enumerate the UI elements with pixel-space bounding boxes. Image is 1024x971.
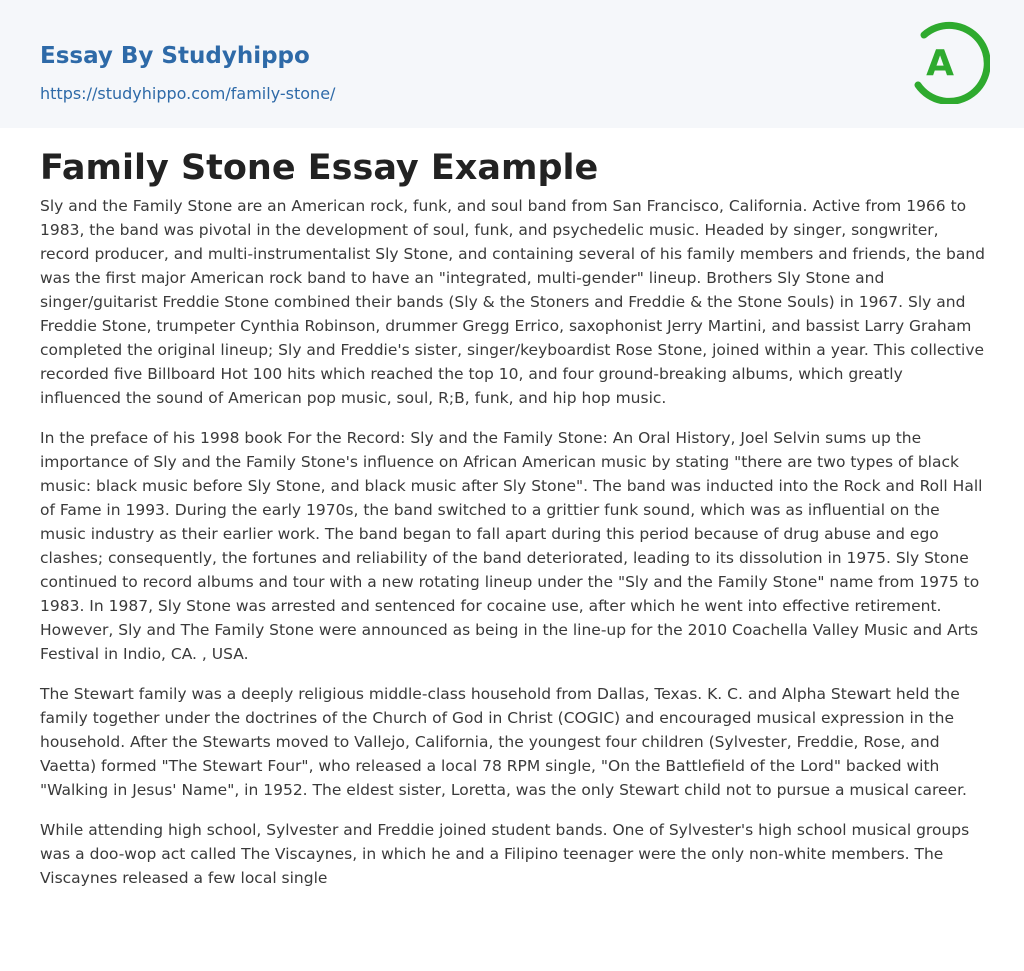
- article-body: [40, 194, 986, 906]
- page-title: Family Stone Essay Example: [40, 148, 599, 188]
- site-header: [0, 0, 1024, 128]
- paragraph: Sly and the Family Stone are an American rock, funk, and soul band from San Francisco, California. Active from 1966 to 1983, the band was pivotal in the development of soul, funk, and psychedelic music. Headed by singer, songwriter, record producer, and multi-instrumentalist Sly Stone, and containing several of his family members and friends, the band was the first major American rock band to have an "integrated, multi-gender" lineup. Brothers Sly Stone and singer/guitarist Freddie Stone combined their bands (Sly & the Stoners and Freddie & the Stone Souls) in 1967. Sly and Freddie Stone, trumpeter Cynthia Robinson, drummer Gregg Errico, saxophonist Jerry Martini, and bassist Larry Graham completed the original lineup; Sly and Freddie's sister, singer/keyboardist Rose Stone, joined within a year. This collective recorded five Billboard Hot 100 hits which reached the top 10, and four ground-breaking albums, which greatly influenced the sound of American pop music, soul, R;B, funk, and hip hop music.: [40, 197, 986, 407]
- studyhippo-logo-icon[interactable]: [904, 18, 990, 104]
- svg-text:A: A: [926, 43, 954, 84]
- page-url-link[interactable]: https://studyhippo.com/family-stone/: [40, 84, 336, 103]
- paragraph: In the preface of his 1998 book For the Record: Sly and the Family Stone: An Oral History, Joel Selvin sums up the importance of Sly and the Family Stone's influence on African American music by stating "there are two types of black music: black music before Sly Stone, and black music after Sly Stone". The band was inducted into the Rock and Roll Hall of Fame in 1993. During the early 1970s, the band switched to a grittier funk sound, which was as influential on the music industry as their earlier work. The band began to fall apart during this period because of drug abuse and ego clashes; consequently, the fortunes and reliability of the band deteriorated, leading to its dissolution in 1975. Sly Stone continued to record albums and tour with a new rotating lineup under the "Sly and the Family Stone" name from 1975 to 1983. In 1987, Sly Stone was arrested and sentenced for cocaine use, after which he went into effective retirement. However, Sly and The Family Stone were announced as being in the line-up for the 2010 Coachella Valley Music and Arts Festival in Indio, CA. , USA.: [40, 429, 983, 663]
- paragraph: The Stewart family was a deeply religious middle-class household from Dallas, Texas. K. C. and Alpha Stewart held the family together under the doctrines of the Church of God in Christ (COGIC) and encouraged musical expression in the household. After the Stewarts moved to Vallejo, California, the youngest four children (Sylvester, Freddie, Rose, and Vaetta) formed "The Stewart Four", who released a local 78 RPM single, "On the Battlefield of the Lord" backed with "Walking in Jesus' Name", in 1952. The eldest sister, Loretta, was the only Stewart child not to pursue a musical career.: [40, 685, 967, 799]
- site-brand[interactable]: Essay By Studyhippo: [40, 43, 310, 69]
- paragraph: While attending high school, Sylvester and Freddie joined student bands. One of Sylvester's high school musical groups was a doo-wop act called The Viscaynes, in which he and a Filipino teenager were the only non-white members. The Viscaynes released a few local single: [40, 821, 970, 887]
